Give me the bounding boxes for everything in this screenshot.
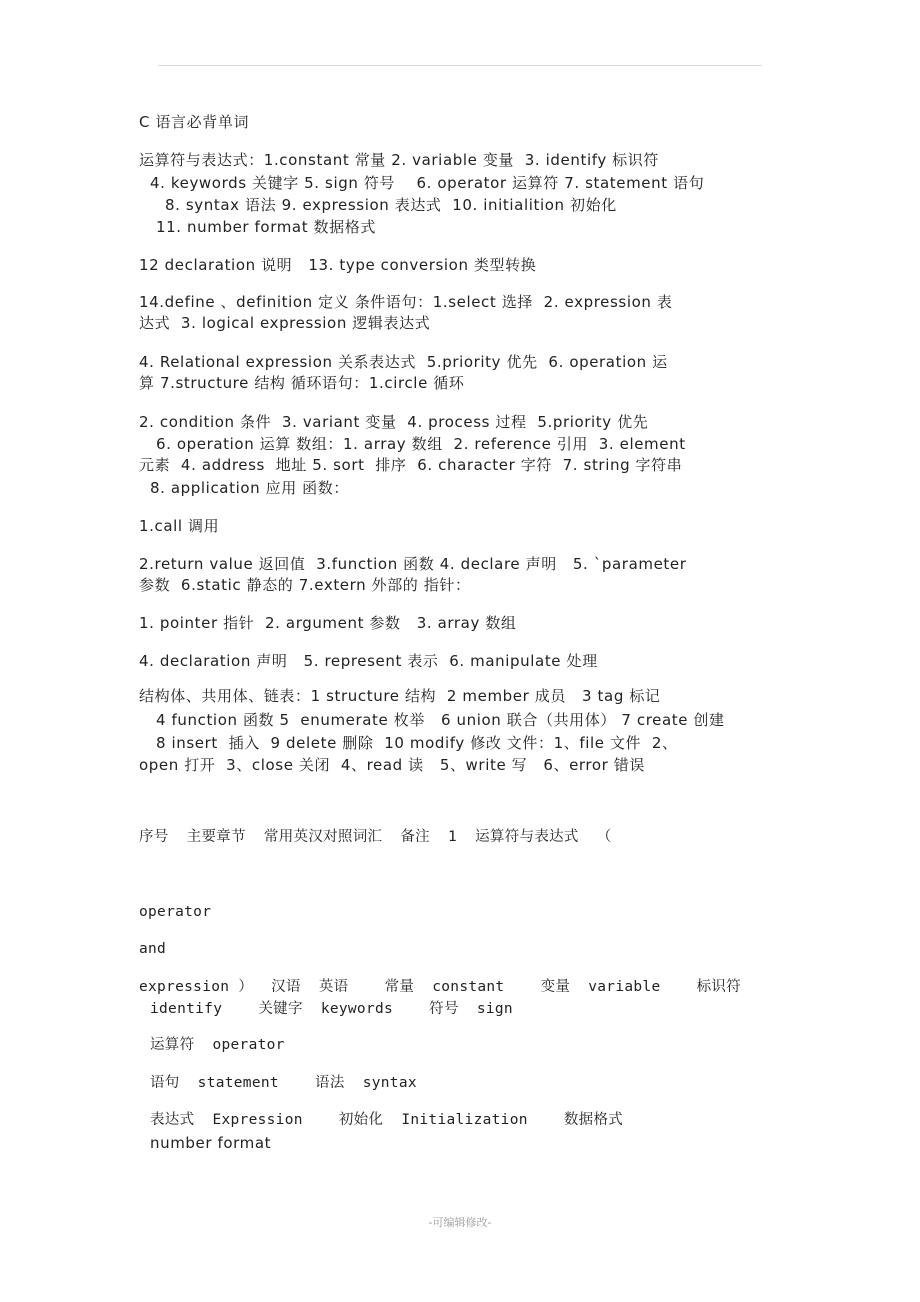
text-line: 4. keywords 关键字 5. sign 符号 6. operator 运算符 7. statement 语句 — [150, 174, 705, 192]
text-line: 2. condition 条件 3. variant 变量 4. process 过程 5.priority 优先 — [139, 413, 649, 431]
text-line: 算 7.structure 结构 循环语句：1.circle 循环 — [139, 374, 465, 392]
text-line: 1. pointer 指针 2. argument 参数 3. array 数组 — [139, 614, 517, 632]
text-line: 运算符与表达式：1.constant 常量 2. variable 变量 3. identify 标识符 — [139, 151, 659, 169]
header-rule — [158, 65, 762, 66]
table-line: identify 关键字 keywords 符号 sign — [150, 1001, 513, 1017]
text-line: 4. Relational expression 关系表达式 5.priority 优先 6. operation 运 — [139, 353, 668, 371]
table-line: number format — [150, 1134, 272, 1152]
text-line: 11. number format 数据格式 — [156, 218, 376, 236]
text-line: 8 insert 插入 9 delete 删除 10 modify 修改 文件：1、file 文件 2、 — [156, 734, 678, 752]
text-line: 4. declaration 声明 5. represent 表示 6. manipulate 处理 — [139, 652, 598, 670]
table-line: 表达式 Expression 初始化 Initialization 数据格式 — [150, 1112, 624, 1128]
text-line: 参数 6.static 静态的 7.extern 外部的 指针： — [139, 576, 471, 594]
table-line: and — [139, 941, 167, 957]
text-line: 达式 3. logical expression 逻辑表达式 — [139, 314, 431, 332]
text-line: 4 function 函数 5 enumerate 枚举 6 union 联合（共用体） 7 create 创建 — [156, 711, 725, 729]
table-line: 语句 statement 语法 syntax — [150, 1075, 417, 1091]
text-line: 元素 4. address 地址 5. sort 排序 6. character 字符 7. string 字符串 — [139, 456, 683, 474]
text-line: 2.return value 返回值 3.function 函数 4. declare 声明 5. `parameter — [139, 555, 687, 573]
text-line: 14.define 、definition 定义 条件语句：1.select 选择 2. expression 表 — [139, 293, 673, 311]
page-footer: -可编辑修改- — [428, 1216, 492, 1229]
text-line: 8. syntax 语法 9. expression 表达式 10. initialition 初始化 — [165, 196, 617, 214]
text-line: 结构体、共用体、链表：1 structure 结构 2 member 成员 3 tag 标记 — [139, 687, 661, 705]
document-title: C 语言必背单词 — [139, 113, 250, 131]
text-line: open 打开 3、close 关闭 4、read 读 5、write 写 6、error 错误 — [139, 756, 645, 774]
text-line: 8. application 应用 函数： — [150, 479, 349, 497]
table-line: expression ） 汉语 英语 常量 constant 变量 variable 标识符 — [139, 979, 741, 995]
table-line: operator — [139, 904, 212, 920]
text-line: 12 declaration 说明 13. type conversion 类型转换 — [139, 256, 537, 274]
text-line: 6. operation 运算 数组：1. array 数组 2. reference 引用 3. element — [156, 435, 686, 453]
table-line: 运算符 operator — [150, 1037, 285, 1053]
text-line: 1.call 调用 — [139, 517, 220, 535]
table-line: 序号 主要章节 常用英汉对照词汇 备注 1 运算符与表达式 （ — [139, 829, 612, 845]
